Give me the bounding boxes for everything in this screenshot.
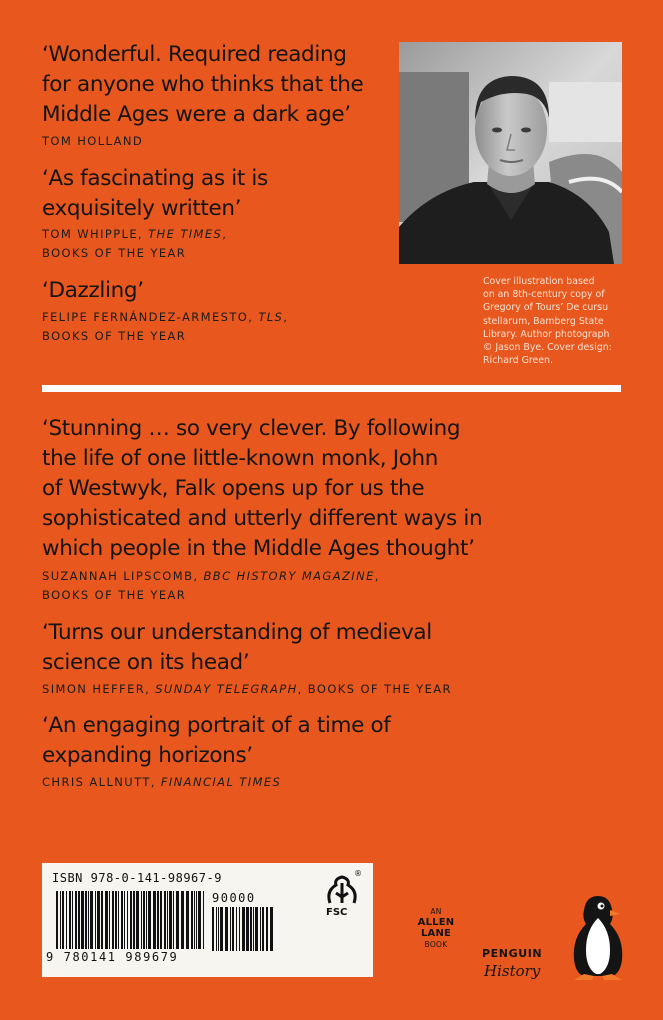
barcode-bar — [196, 891, 197, 949]
quote-holland: ‘Wonderful. Required reading for anyone who thinks that the Middle Ages were a dark age’ — [42, 42, 364, 127]
barcode-bar — [130, 891, 132, 949]
isbn-text: ISBN 978-0-141-98967-9 — [52, 871, 222, 885]
barcode-bar — [127, 891, 128, 949]
barcode-bar — [109, 891, 110, 949]
barcode-bar — [262, 907, 264, 951]
barcode-bar — [75, 891, 77, 949]
allen-lane-logo: AN ALLEN LANE BOOK — [417, 907, 455, 949]
barcode-bar — [186, 891, 189, 949]
penguin-logo-icon — [570, 894, 626, 982]
barcode-bar — [153, 891, 156, 949]
attribution-allnutt: CHRIS ALLNUTT, FINANCIAL TIMES — [42, 775, 282, 789]
barcode-bar — [66, 891, 67, 949]
history-wordmark: History — [484, 962, 541, 980]
barcode-bar — [239, 907, 240, 951]
barcode-bar — [225, 907, 228, 951]
barcode-bar — [118, 891, 119, 949]
barcode-bar — [220, 907, 223, 951]
barcode-bar — [90, 891, 93, 949]
barcode-bar — [69, 891, 71, 949]
attribution-heffer: SIMON HEFFER, SUNDAY TELEGRAPH, BOOKS OF THE YEAR — [42, 682, 452, 696]
barcode-bar — [121, 891, 123, 949]
quote-whipple: ‘As fascinating as it is exquisitely written’ — [42, 166, 268, 221]
barcode-bar — [260, 907, 261, 951]
quote-heffer: ‘Turns our understanding of medieval science on its head’ — [42, 620, 432, 675]
barcode-bar — [191, 891, 193, 949]
barcode-bar — [255, 907, 258, 951]
quote-fernandez-armesto: ‘Dazzling’ — [42, 278, 144, 303]
barcode-label — [42, 863, 373, 977]
fsc-tree-icon — [322, 873, 362, 907]
barcode-bar — [173, 891, 174, 949]
barcode-bar — [124, 891, 125, 949]
barcode-bar — [203, 891, 204, 949]
attribution-holland: TOM HOLLAND — [42, 134, 144, 148]
author-photo-illustration — [399, 42, 622, 264]
barcode-bar — [81, 891, 84, 949]
quote-lipscomb: ‘Stunning … so very clever. By following the life of one little-known monk, John of Westwyk, Falk opens up for us the sophisticated and utterly different ways in which people in the Middle Ages thought’ — [42, 416, 483, 561]
barcode-bar — [212, 907, 214, 951]
barcode-bar — [78, 891, 80, 949]
ean-barcode — [56, 891, 208, 949]
barcode-bar — [218, 907, 219, 951]
barcode-bar — [230, 907, 231, 951]
barcode-bar — [143, 891, 145, 949]
barcode-bar — [95, 891, 96, 949]
barcode-bar — [146, 891, 147, 949]
barcode-bar — [112, 891, 114, 949]
barcode-bar — [105, 891, 108, 949]
barcode-bar — [136, 891, 139, 949]
quote-allnutt: ‘An engaging portrait of a time of expanding horizons’ — [42, 713, 391, 768]
registered-mark: ® — [354, 869, 362, 878]
barcode-bar — [157, 891, 159, 949]
barcode-bar — [85, 891, 87, 949]
barcode-bar — [164, 891, 166, 949]
cover-credit: Cover illustration based on an 8th-century copy of Gregory of Tours’ De cursu stellarum, Bamberg State Library. Author photograph © Jason Bye. Cover design: Richard Green. — [483, 276, 612, 367]
barcode-bar — [56, 891, 58, 949]
attribution-fernandez-armesto: FELIPE FERNÁNDEZ-ARMESTO, TLS, BOOKS OF THE YEAR — [42, 310, 289, 343]
barcode-digits: 9 780141 989679 — [46, 950, 179, 964]
barcode-bar — [160, 891, 162, 949]
barcode-bar — [181, 891, 184, 949]
barcode-bar — [250, 907, 252, 951]
barcode-bar — [232, 907, 234, 951]
barcode-bar — [133, 891, 135, 949]
barcode-bar — [72, 891, 73, 949]
section-divider — [42, 385, 621, 392]
author-photo — [399, 42, 622, 264]
price-barcode — [212, 907, 278, 951]
barcode-bar — [88, 891, 89, 949]
barcode-bar — [148, 891, 151, 949]
barcode-bar — [169, 891, 172, 949]
barcode-bar — [60, 891, 61, 949]
barcode-bar — [115, 891, 117, 949]
barcode-bar — [101, 891, 103, 949]
barcode-bar — [242, 907, 245, 951]
barcode-bar — [270, 907, 273, 951]
barcode-bar — [62, 891, 64, 949]
barcode-bar — [253, 907, 254, 951]
barcode-bar — [141, 891, 142, 949]
barcode-bar — [176, 891, 179, 949]
barcode-bar — [246, 907, 249, 951]
attribution-whipple: TOM WHIPPLE, THE TIMES, BOOKS OF THE YEAR — [42, 227, 228, 260]
barcode-bar — [236, 907, 237, 951]
barcode-bar — [216, 907, 217, 951]
barcode-bar — [266, 907, 268, 951]
attribution-lipscomb: SUZANNAH LIPSCOMB, BBC HISTORY MAGAZINE, BOOKS OF THE YEAR — [42, 569, 380, 602]
barcode-bar — [97, 891, 100, 949]
fsc-label: FSC — [326, 907, 348, 918]
barcode-bar — [198, 891, 201, 949]
price-code: 90000 — [212, 891, 256, 905]
barcode-bar — [167, 891, 168, 949]
barcode-bar — [194, 891, 195, 949]
penguin-wordmark: PENGUIN — [482, 947, 543, 960]
